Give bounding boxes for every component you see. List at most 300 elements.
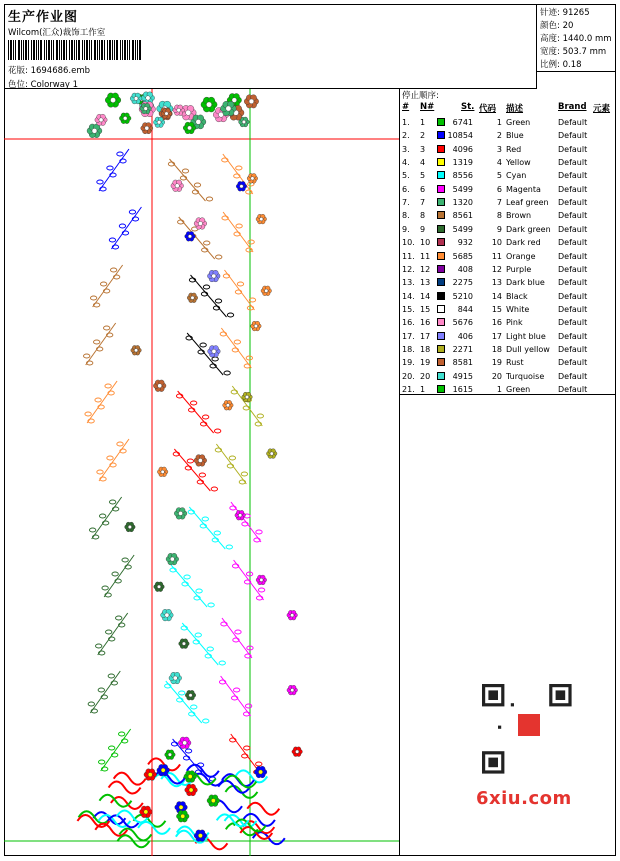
vine-leaf <box>98 688 104 692</box>
vine-stem <box>250 410 256 418</box>
barcode-bar <box>51 40 52 60</box>
vine-leaf <box>256 530 262 534</box>
company-name: Wilcom(汇众)裁饰工作室 <box>8 28 106 38</box>
stop-row <box>400 130 616 143</box>
row-brand: Default <box>558 291 588 301</box>
vine-stem <box>204 484 210 491</box>
stat-value: 0.18 <box>562 60 582 70</box>
vine-stem <box>114 163 119 170</box>
vine-stem <box>196 412 202 419</box>
row-brand: Default <box>558 358 588 368</box>
vine-leaf <box>202 517 208 521</box>
stop-row <box>400 317 616 330</box>
vine-leaf <box>102 586 108 590</box>
flower-center <box>175 184 179 188</box>
vine-leaf <box>241 472 247 476</box>
vine-stem <box>184 702 190 709</box>
qr-code <box>470 680 586 782</box>
row-stitches: 8556 <box>452 171 473 181</box>
barcode-bar <box>23 40 24 60</box>
vine-stem <box>228 626 234 634</box>
vine-leaf <box>257 414 263 418</box>
row-stitches: 5676 <box>452 318 473 328</box>
barcode-bar <box>84 40 85 60</box>
row-code: 20 <box>491 371 502 381</box>
barcode-bar <box>109 40 111 60</box>
stop-row <box>400 331 616 344</box>
color-swatch <box>437 185 445 193</box>
barcode-bar <box>78 40 80 60</box>
vine-leaf <box>199 473 205 477</box>
row-brand: Default <box>558 264 588 274</box>
barcode-bar <box>76 40 77 60</box>
flower-center <box>212 274 216 278</box>
vine-leaf <box>203 719 209 723</box>
row-code: 15 <box>491 304 502 314</box>
vine-leaf <box>119 224 125 228</box>
row-description: White <box>506 304 530 314</box>
design-label: 花版: <box>8 66 28 76</box>
barcode-bar <box>135 40 136 60</box>
stat-height <box>540 32 612 44</box>
row-description: Green <box>506 118 531 127</box>
barcode-bar <box>116 40 118 60</box>
flower-center <box>178 511 182 515</box>
vine-leaf <box>182 169 188 173</box>
vine-stem <box>116 235 121 242</box>
embroidery-preview <box>4 89 400 856</box>
stop-row <box>400 344 616 357</box>
vine-stem <box>193 340 199 347</box>
page-title: 生产作业图 <box>8 10 79 25</box>
stat-label: 针迹: <box>540 8 560 18</box>
vine-stem <box>180 456 186 463</box>
vine-leaf <box>117 442 123 446</box>
row-index: 13. <box>402 278 415 288</box>
barcode-bar <box>69 40 70 60</box>
row-code: 1 <box>496 385 502 394</box>
vine-stem <box>102 395 107 402</box>
vine-stem <box>113 627 118 634</box>
stat-stitches <box>540 6 590 18</box>
flower-center <box>134 349 138 353</box>
flower-center <box>177 108 181 112</box>
barcode-bar <box>8 40 9 60</box>
vine-stem <box>188 630 194 637</box>
row-brand: Default <box>558 385 588 394</box>
row-stitches: 5685 <box>452 251 473 261</box>
vine-stem <box>196 716 202 723</box>
flower-center <box>181 814 185 818</box>
barcode-bar <box>31 40 32 60</box>
vine-stem <box>239 352 245 360</box>
flower-center <box>128 525 132 529</box>
vine-leaf <box>89 528 95 532</box>
vine-leaf <box>248 240 254 244</box>
color-swatch <box>437 305 445 313</box>
vine-stem <box>184 398 190 405</box>
qr-module <box>498 726 501 729</box>
vine-stem <box>177 572 183 579</box>
flower-center <box>240 185 244 189</box>
vine-stem <box>207 528 213 535</box>
row-needle: 7 <box>420 198 426 208</box>
row-index: 19. <box>402 358 415 368</box>
flower-center <box>251 177 255 181</box>
row-needle: 3 <box>420 144 426 154</box>
row-description: Rust <box>506 358 524 368</box>
row-brand: Default <box>558 371 588 381</box>
vine-leaf <box>179 691 185 695</box>
row-description: Turquoise <box>506 371 545 381</box>
vine-stem <box>92 409 97 416</box>
flower-center <box>182 642 186 646</box>
vine-stem <box>239 700 245 708</box>
row-description: Purple <box>506 264 532 274</box>
row-description: Dark blue <box>506 278 545 288</box>
row-stitches: 4096 <box>452 144 473 154</box>
vine-stem <box>91 351 96 358</box>
vine-stem <box>118 265 123 272</box>
vine-leaf <box>237 282 243 286</box>
vine-stem <box>129 555 134 562</box>
vine-stem <box>229 162 235 170</box>
color-swatch <box>437 145 445 153</box>
vine-stem <box>237 742 243 750</box>
vine-leaf <box>236 166 242 170</box>
color-swatch <box>437 345 445 353</box>
barcode-bar <box>63 40 65 60</box>
row-stitches: 408 <box>457 264 473 274</box>
barcode-bar <box>13 40 14 60</box>
vine-leaf <box>90 296 96 300</box>
stat-value: 503.7 mm <box>562 47 607 57</box>
row-index: 12. <box>402 264 415 274</box>
barcode-bar <box>127 40 128 60</box>
vine-stem <box>115 671 120 678</box>
row-description: Blue <box>506 131 524 141</box>
row-index: 16. <box>402 318 415 328</box>
vine-stem <box>175 166 181 173</box>
flower-center <box>198 458 202 462</box>
vine-stem <box>242 294 248 302</box>
row-needle: 9 <box>420 224 426 234</box>
row-needle: 16 <box>420 318 431 328</box>
stop-row <box>400 157 616 170</box>
row-brand: Default <box>558 184 588 194</box>
barcode-bar <box>25 40 27 60</box>
vine-stem <box>109 583 114 590</box>
row-brand: Default <box>558 211 588 221</box>
barcode-bar <box>101 40 103 60</box>
stat-scale <box>540 58 582 70</box>
vine-stem <box>104 467 109 474</box>
stop-row <box>400 184 616 197</box>
barcode-bar <box>139 40 141 60</box>
vine-stem <box>95 699 100 706</box>
vine-stem <box>209 296 215 303</box>
vine-leaf <box>103 326 109 330</box>
barcode-bar <box>89 40 90 60</box>
vine-leaf <box>98 760 104 764</box>
vine-leaf <box>233 688 239 692</box>
barcode-bar <box>36 40 37 60</box>
vine-stem <box>229 220 235 228</box>
row-brand: Default <box>558 224 588 234</box>
flower-center <box>110 97 115 102</box>
row-code: 14 <box>491 291 502 301</box>
barcode-bar <box>82 40 83 60</box>
barcode-bar <box>122 40 123 60</box>
row-description: Pink <box>506 318 523 328</box>
row-stitches: 1615 <box>452 385 473 394</box>
col-header-needle: N# <box>420 102 435 112</box>
row-needle: 1 <box>420 385 426 394</box>
flower-center <box>183 741 187 745</box>
row-needle: 13 <box>420 278 431 288</box>
vine-leaf <box>118 732 124 736</box>
colorway-value: Colorway 1 <box>30 80 79 90</box>
row-brand: Default <box>558 131 588 141</box>
row-brand: Default <box>558 251 588 261</box>
row-index: 4. <box>402 158 410 168</box>
flower-center <box>157 120 161 124</box>
stat-label: 高度: <box>540 34 560 44</box>
row-description: Dark green <box>506 224 551 234</box>
qr-module <box>511 703 514 706</box>
row-description: Light blue <box>506 331 546 341</box>
row-index: 5. <box>402 171 410 181</box>
flower-center <box>146 96 150 100</box>
vine-stem <box>240 568 246 576</box>
vine-leaf <box>215 299 221 303</box>
stop-row <box>400 304 616 317</box>
vine-leaf <box>204 241 210 245</box>
vine-leaf <box>190 401 196 405</box>
vine-leaf <box>112 572 118 576</box>
vine-leaf <box>109 238 115 242</box>
stop-row <box>400 291 616 304</box>
row-brand: Default <box>558 238 588 248</box>
row-code: 4 <box>496 158 502 168</box>
stop-sequence-title: 停止顺序: <box>402 91 439 101</box>
row-needle: 2 <box>420 131 426 141</box>
vine-leaf <box>99 514 105 518</box>
flower-center <box>189 693 193 697</box>
qr-finder <box>488 758 498 768</box>
vine-leaf <box>107 456 113 460</box>
row-stitches: 8581 <box>452 358 473 368</box>
vine-leaf <box>83 354 89 358</box>
vine-stem <box>105 685 110 692</box>
row-code: 5 <box>496 171 502 181</box>
row-needle: 19 <box>420 358 431 368</box>
row-code: 13 <box>491 278 502 288</box>
vine-leaf <box>194 183 200 187</box>
row-needle: 14 <box>420 291 431 301</box>
vine-leaf <box>109 500 115 504</box>
vine-stem <box>240 642 246 650</box>
color-swatch <box>437 318 445 326</box>
vine-stem <box>199 194 205 201</box>
stop-row <box>400 170 616 183</box>
vine-stem <box>98 293 103 300</box>
vine-stem <box>217 368 223 375</box>
vine-leaf <box>108 674 114 678</box>
stop-row <box>400 371 616 384</box>
barcode-bar <box>56 40 58 60</box>
row-needle: 15 <box>420 304 431 314</box>
barcode-bar <box>46 40 47 60</box>
col-header-description: 描述 <box>506 104 524 114</box>
flower-center <box>165 613 169 617</box>
barcode-bar <box>112 40 113 60</box>
vine-leaf <box>206 197 212 201</box>
color-swatch <box>437 292 445 300</box>
barcode-bar <box>97 40 98 60</box>
header-info <box>4 4 537 89</box>
qr-finder <box>556 690 566 700</box>
row-stitches: 10854 <box>447 131 473 141</box>
design-name <box>8 64 90 76</box>
vine-leaf <box>187 459 193 463</box>
vine-stem <box>200 644 206 651</box>
color-swatch <box>437 131 445 139</box>
row-code: 17 <box>491 331 502 341</box>
qr-logo <box>518 714 540 736</box>
row-brand: Default <box>558 304 588 314</box>
row-needle: 17 <box>420 331 431 341</box>
vine-stem <box>219 542 225 549</box>
vine-leaf <box>116 616 122 620</box>
vine-leaf <box>185 749 191 753</box>
row-index: 8. <box>402 211 410 221</box>
row-brand: Default <box>558 171 588 181</box>
stop-sequence-panel <box>400 89 616 395</box>
row-code: 2 <box>496 131 502 141</box>
row-brand: Default <box>558 318 588 328</box>
flower-center <box>158 384 162 388</box>
row-index: 21. <box>402 385 415 394</box>
barcode-bar <box>107 40 108 60</box>
vine-stem <box>185 224 191 231</box>
barcode-bar <box>74 40 75 60</box>
flower-center <box>270 452 274 456</box>
vine-leaf <box>191 705 197 709</box>
vine-stem <box>117 497 122 504</box>
barcode-bar <box>129 40 130 60</box>
flower-center <box>188 235 192 239</box>
row-brand: Default <box>558 344 588 354</box>
color-swatch <box>437 171 445 179</box>
vine-leaf <box>110 268 116 272</box>
color-swatch <box>437 252 445 260</box>
flower-center <box>249 99 254 104</box>
row-index: 7. <box>402 198 410 208</box>
vine-stem <box>227 336 233 344</box>
vine-stem <box>209 252 215 259</box>
vine-leaf <box>95 398 101 402</box>
row-index: 14. <box>402 291 415 301</box>
flower-center <box>211 799 215 803</box>
row-code: 8 <box>496 211 502 221</box>
row-stitches: 5499 <box>452 224 473 234</box>
color-swatch <box>437 225 445 233</box>
vine-stem <box>126 221 131 228</box>
flower-center <box>165 112 169 116</box>
stat-value: 91265 <box>562 8 590 18</box>
stop-row <box>400 237 616 250</box>
vine-leaf <box>207 647 213 651</box>
row-needle: 5 <box>420 171 426 181</box>
flower-center <box>260 217 264 221</box>
vine-leaf <box>85 412 91 416</box>
row-description: Brown <box>506 211 532 221</box>
barcode-bar <box>132 40 134 60</box>
row-index: 15. <box>402 304 415 314</box>
vine-leaf <box>245 704 251 708</box>
flower-center <box>157 585 161 589</box>
flower-center <box>123 116 127 120</box>
row-code: 12 <box>491 264 502 274</box>
vine-leaf <box>234 340 240 344</box>
ornament-scroll <box>111 797 143 809</box>
vine-stem <box>104 177 109 184</box>
barcode-bar <box>137 40 138 60</box>
vine-stem <box>252 584 258 592</box>
color-swatch <box>437 278 445 286</box>
row-code: 6 <box>496 184 502 194</box>
flower-center <box>161 768 165 772</box>
flower-center <box>198 221 202 225</box>
flower-center <box>161 470 165 474</box>
barcode-bar <box>44 40 45 60</box>
row-needle: 12 <box>420 264 431 274</box>
row-description: Black <box>506 291 528 301</box>
vine-leaf <box>236 224 242 228</box>
stop-row <box>400 144 616 157</box>
vine-leaf <box>100 282 106 286</box>
vine-leaf <box>200 343 206 347</box>
row-index: 1. <box>402 118 410 127</box>
flower-center <box>290 613 294 617</box>
vine-stem <box>197 238 203 245</box>
flower-center <box>238 513 242 517</box>
flower-center <box>145 126 149 130</box>
vine-stem <box>136 207 141 214</box>
flower-center <box>187 126 191 130</box>
embroidery-artwork <box>4 89 400 856</box>
vine-leaf <box>202 415 208 419</box>
vine-stem <box>227 684 233 692</box>
vine-stem <box>97 525 102 532</box>
row-stitches: 1320 <box>452 198 473 208</box>
vine-stem <box>103 641 108 648</box>
vine-leaf <box>105 384 111 388</box>
ornament-scroll <box>138 822 170 834</box>
barcode-bar <box>66 40 67 60</box>
vine-stem <box>116 743 121 750</box>
row-index: 6. <box>402 184 410 194</box>
vine-leaf <box>229 456 235 460</box>
stat-value: 20 <box>562 21 574 31</box>
flower-center <box>189 788 193 792</box>
vine-stem <box>189 586 195 593</box>
row-index: 11. <box>402 251 415 261</box>
row-code: 1 <box>496 118 502 127</box>
vine-leaf <box>107 166 113 170</box>
vine-stem <box>197 282 203 289</box>
